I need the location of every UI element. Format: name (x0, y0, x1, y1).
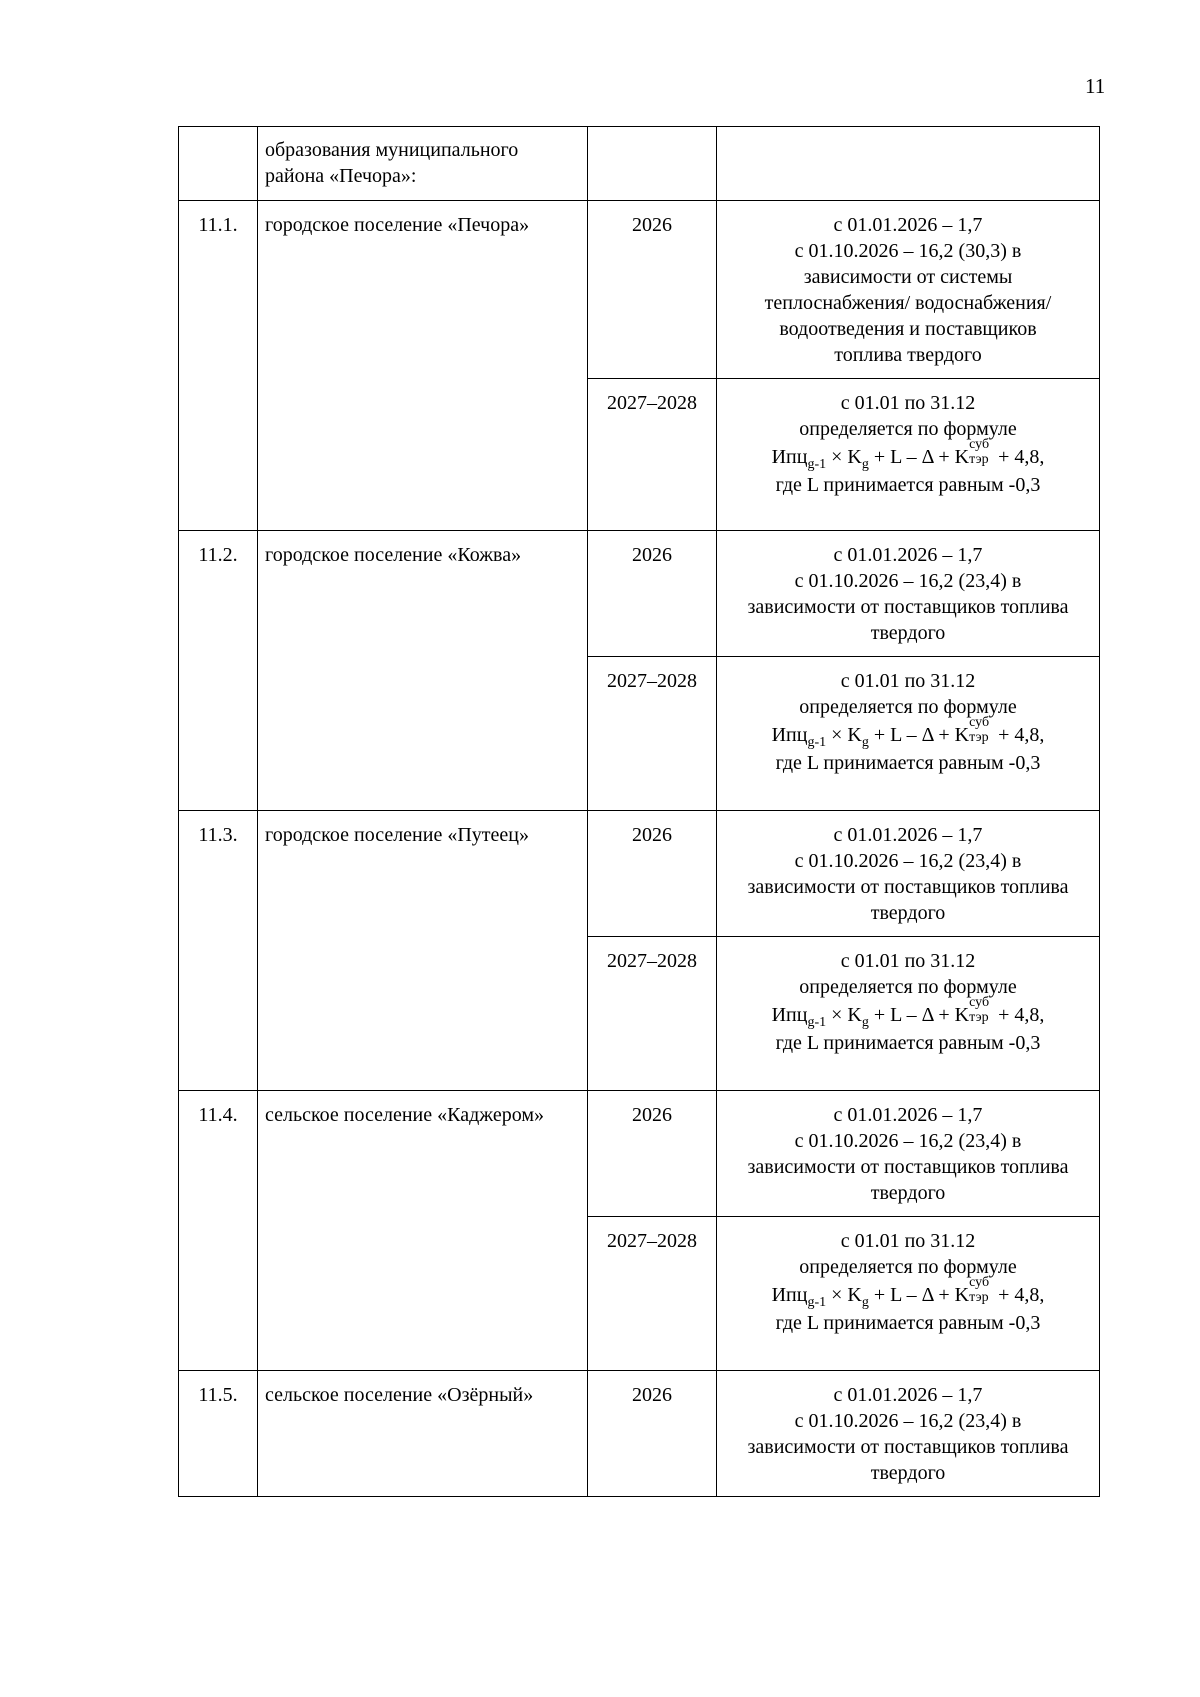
table-row (179, 811, 1100, 937)
formula-prefix: Ипц (771, 724, 808, 746)
cell-value (717, 1371, 1100, 1497)
cell-value-line: с 01.10.2026 – 16,2 (30,3) в (794, 240, 1022, 262)
cell-value (717, 201, 1100, 379)
formula-middle: + L – Δ + K (873, 724, 970, 746)
formula (724, 715, 1092, 750)
cell-number: 11.2. (179, 531, 258, 811)
cell-value-line: где L принимается равным -0,3 (775, 1312, 1041, 1334)
cell-value-line: определяется по формуле (799, 418, 1017, 440)
cell-name-line: района «Печора»: (265, 165, 417, 187)
table-body (179, 127, 1100, 1497)
formula-k-subscript: g (861, 457, 869, 472)
cell-value-line: с 01.01.2026 – 1,7 (833, 214, 983, 236)
cell-name: городское поселение «Кожва» (258, 531, 588, 811)
cell-value (717, 1091, 1100, 1217)
cell-year: 2026 (588, 1371, 717, 1497)
formula-prefix-subscript: g-1 (807, 1295, 827, 1310)
cell-value (717, 1217, 1100, 1371)
cell-value-line: зависимости от поставщиков топлива (747, 876, 1069, 898)
cell-value-line: где L принимается равным -0,3 (775, 752, 1041, 774)
cell-value (717, 127, 1100, 201)
cell-number: 11.3. (179, 811, 258, 1091)
cell-name: сельское поселение «Каджером» (258, 1091, 588, 1371)
formula-k-scripts (969, 715, 993, 745)
cell-name-line: образования муниципального (265, 139, 519, 161)
cell-value-line: определяется по формуле (799, 1256, 1017, 1278)
cell-year: 2026 (588, 531, 717, 657)
formula-k-superscript: суб (969, 715, 990, 730)
formula-middle: + L – Δ + K (873, 1284, 970, 1306)
cell-year: 2027–2028 (588, 379, 717, 531)
cell-value-line: где L принимается равным -0,3 (775, 1032, 1041, 1054)
formula-prefix: Ипц (771, 446, 808, 468)
formula-suffix: + 4,8, (998, 446, 1045, 468)
cell-value-line: с 01.10.2026 – 16,2 (23,4) в (794, 850, 1022, 872)
cell-value-line: с 01.10.2026 – 16,2 (23,4) в (794, 1130, 1022, 1152)
page-number: 11 (1085, 74, 1106, 98)
table-row-header (179, 127, 1100, 201)
formula-k-subscript-ter: тэр (969, 1010, 989, 1025)
table-row (179, 1371, 1100, 1497)
cell-value-line: с 01.01 по 31.12 (840, 1230, 976, 1252)
formula-suffix: + 4,8, (998, 724, 1045, 746)
cell-value-line: с 01.01.2026 – 1,7 (833, 544, 983, 566)
cell-value-line: теплоснабжения/ водоснабжения/ (764, 292, 1052, 314)
cell-number (179, 127, 258, 201)
formula-prefix-subscript: g-1 (807, 735, 827, 750)
formula-middle: + L – Δ + K (873, 1004, 970, 1026)
cell-value-line: с 01.01.2026 – 1,7 (833, 824, 983, 846)
cell-year: 2026 (588, 1091, 717, 1217)
cell-value-line: с 01.01 по 31.12 (840, 392, 976, 414)
cell-value (717, 531, 1100, 657)
cell-value-line: с 01.10.2026 – 16,2 (23,4) в (794, 1410, 1022, 1432)
cell-name: сельское поселение «Озёрный» (258, 1371, 588, 1497)
formula-k-subscript-ter: тэр (969, 452, 989, 467)
cell-value-line: где L принимается равным -0,3 (775, 474, 1041, 496)
formula-times-k: × K (831, 446, 862, 468)
table-row (179, 1091, 1100, 1217)
cell-value (717, 937, 1100, 1091)
cell-value-line: с 01.01.2026 – 1,7 (833, 1104, 983, 1126)
cell-year (588, 127, 717, 201)
formula-k-subscript: g (861, 1015, 869, 1030)
cell-value-line: с 01.01.2026 – 1,7 (833, 1384, 983, 1406)
table-row (179, 201, 1100, 379)
formula-times-k: × K (831, 1004, 862, 1026)
formula-k-subscript-ter: тэр (969, 730, 989, 745)
cell-year: 2027–2028 (588, 657, 717, 811)
cell-value-line: твердого (870, 1182, 946, 1204)
cell-name: городское поселение «Печора» (258, 201, 588, 531)
cell-value-line: зависимости от поставщиков топлива (747, 1436, 1069, 1458)
cell-value-line: твердого (870, 1462, 946, 1484)
cell-value (717, 811, 1100, 937)
formula-prefix-subscript: g-1 (807, 457, 827, 472)
cell-value-line: с 01.10.2026 – 16,2 (23,4) в (794, 570, 1022, 592)
formula-k-scripts (969, 437, 993, 467)
cell-value-line: топлива твердого (834, 344, 982, 366)
cell-value-line: водоотведения и поставщиков (779, 318, 1037, 340)
cell-number: 11.5. (179, 1371, 258, 1497)
cell-year: 2026 (588, 811, 717, 937)
cell-value-line: определяется по формуле (799, 696, 1017, 718)
formula-k-superscript: суб (969, 437, 990, 452)
formula-times-k: × K (831, 1284, 862, 1306)
cell-year: 2027–2028 (588, 937, 717, 1091)
cell-name (258, 127, 588, 201)
cell-value-line: с 01.01 по 31.12 (840, 950, 976, 972)
cell-value-line: зависимости от системы (803, 266, 1013, 288)
formula-k-scripts (969, 995, 993, 1025)
formula-k-superscript: суб (969, 1275, 990, 1290)
formula-suffix: + 4,8, (998, 1004, 1045, 1026)
formula (724, 995, 1092, 1030)
formula-k-subscript: g (861, 735, 869, 750)
formula-prefix: Ипц (771, 1004, 808, 1026)
cell-value-line: твердого (870, 902, 946, 924)
formula-k-subscript-ter: тэр (969, 1290, 989, 1305)
formula-middle: + L – Δ + K (873, 446, 970, 468)
cell-year: 2027–2028 (588, 1217, 717, 1371)
tariff-table (178, 126, 1100, 1497)
cell-value (717, 379, 1100, 531)
table-row (179, 531, 1100, 657)
cell-name: городское поселение «Путеец» (258, 811, 588, 1091)
formula-k-superscript: суб (969, 995, 990, 1010)
cell-year: 2026 (588, 201, 717, 379)
cell-value-line: определяется по формуле (799, 976, 1017, 998)
formula (724, 437, 1092, 472)
formula-prefix: Ипц (771, 1284, 808, 1306)
cell-value (717, 657, 1100, 811)
cell-value-line: твердого (870, 622, 946, 644)
formula-k-scripts (969, 1275, 993, 1305)
cell-value-line: с 01.01 по 31.12 (840, 670, 976, 692)
cell-value-line: зависимости от поставщиков топлива (747, 1156, 1069, 1178)
formula-k-subscript: g (861, 1295, 869, 1310)
formula-prefix-subscript: g-1 (807, 1015, 827, 1030)
cell-value-line: зависимости от поставщиков топлива (747, 596, 1069, 618)
cell-number: 11.4. (179, 1091, 258, 1371)
formula-times-k: × K (831, 724, 862, 746)
formula-suffix: + 4,8, (998, 1284, 1045, 1306)
cell-number: 11.1. (179, 201, 258, 531)
formula (724, 1275, 1092, 1310)
